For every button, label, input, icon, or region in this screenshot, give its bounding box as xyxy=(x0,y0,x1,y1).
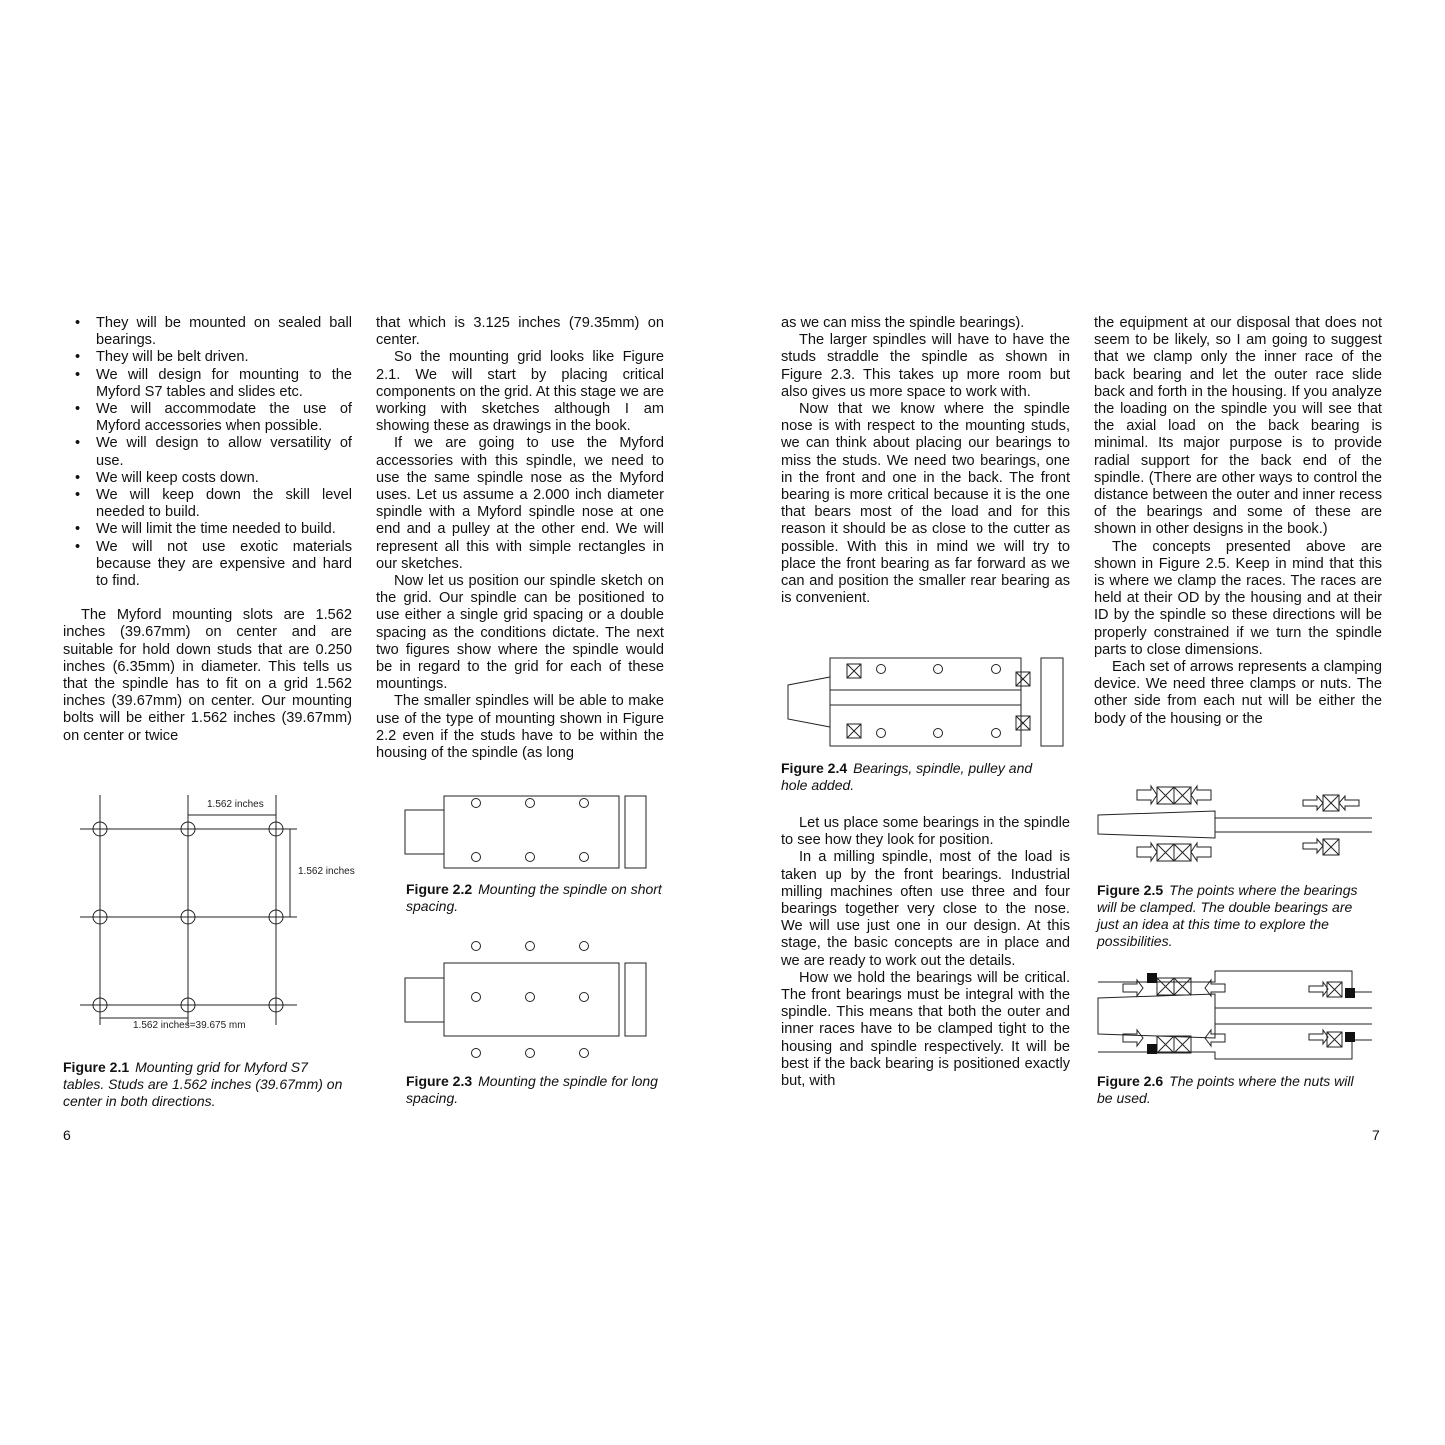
paragraph: If we are going to use the Myford accessories with this spindle, we need to use the same spindle nose as the Myford uses. Let us assume a 2.000 inch diameter spindle with a Myford spindle nose at one end and a pulley at the other end. We will represent all this with simple rectangles in our sketches. xyxy=(376,435,664,572)
paragraph: So the mounting grid looks like Figure 2.1. We will start by placing critical components on the grid. At this stage we are working with sketches although I am showing these as drawings in the book. xyxy=(376,349,664,435)
list-item: • They will be belt driven. xyxy=(63,349,352,366)
figure-number: Figure 2.6 xyxy=(1097,1073,1164,1089)
figure-number: Figure 2.5 xyxy=(1097,882,1164,898)
paragraph: Now let us position our spindle sketch on the grid. Our spindle can be positioned to use either a single grid spacing or a double spacing as the conditions dictate. The next two figures show where the spindle would be in regard to the grid for each of these mountings. xyxy=(376,573,664,693)
dimension-label-top: 1.562 inches xyxy=(207,799,264,810)
list-item: • We will limit the time needed to build. xyxy=(63,521,352,538)
caption-text: Bearings, spindle, pulley and hole added. xyxy=(781,760,1033,793)
figure-2-1-mounting-grid xyxy=(75,790,375,1030)
caption-text: Mounting the spindle on short spacing. xyxy=(406,881,662,914)
paragraph: In a milling spindle, most of the load is taken up by the front bearings. Industrial milling machines often use three and four bearings together very close to the nose. We will use just one in our design. At this stage, the basic concepts are in place and we are ready to work out the details. xyxy=(781,849,1070,969)
paragraph: Let us place some bearings in the spindle to see how they look for position. xyxy=(781,815,1070,849)
figure-2-5-caption xyxy=(1097,882,1367,950)
list-item: • They will be mounted on sealed ball bearings. xyxy=(63,315,352,349)
left-column-2 xyxy=(376,315,664,762)
figure-2-5-clamp-points xyxy=(1097,778,1377,868)
figure-number: Figure 2.4 xyxy=(781,760,848,776)
figure-2-3-caption xyxy=(406,1073,666,1107)
right-column-2 xyxy=(1094,315,1382,728)
list-item: • We will not use exotic materials because they are expensive and hard to find. xyxy=(63,539,352,591)
paragraph: Each set of arrows represents a clamping device. We need three clamps or nuts. The other side from each nut will be either the body of the housing or the xyxy=(1094,659,1382,727)
list-item: • We will design to allow versatility of use. xyxy=(63,435,352,469)
figure-2-6-caption xyxy=(1097,1073,1367,1107)
figure-2-3-long-spacing xyxy=(404,936,664,1061)
page-number-left: 6 xyxy=(63,1127,71,1143)
right-column-1 xyxy=(781,315,1070,607)
list-item: • We will design for mounting to the Myford S7 tables and slides etc. xyxy=(63,367,352,401)
figure-number: Figure 2.2 xyxy=(406,881,473,897)
caption-text: The points where the bearings will be clamped. The double bearings are just an idea at this time to explore the possibilities. xyxy=(1097,882,1358,949)
paragraph: that which is 3.125 inches (79.35mm) on center. xyxy=(376,315,664,349)
page-number-right: 7 xyxy=(1372,1127,1380,1143)
dimension-label-right: 1.562 inches xyxy=(298,866,355,877)
figure-2-4-bearings-spindle-pulley xyxy=(785,655,1065,750)
paragraph: How we hold the bearings will be critical. The front bearings must be integral with the spindle. This means that both the outer and inner races have to be clamped tight to the housing and spindle respectively. It will be best if the back bearing is positioned exactly but, with xyxy=(781,969,1070,1090)
list-item: • We will keep down the skill level needed to build. xyxy=(63,487,352,521)
list-item: • We will keep costs down. xyxy=(63,470,352,487)
list-item: • We will accommodate the use of Myford accessories when possible. xyxy=(63,401,352,435)
paragraph: Now that we know where the spindle nose is with respect to the mounting studs, we can think about placing our bearings to miss the studs. We need two bearings, one in the front and one in the back. The front bearing is more critical because it is the one that bears most of the load and for this reason it should be as close to the cutter as possible. With this in mind we will try to place the front bearing as far forward as we can and position the smaller rear bearing as is convenient. xyxy=(781,401,1070,607)
paragraph: The Myford mounting slots are 1.562 inches (39.67mm) on center and are suitable for hold down studs that are 0.250 inches (6.35mm) in diameter. This tells us that the spindle has to fit on a grid 1.562 inches (39.67mm) on center. Our mounting bolts will be either 1.562 inches (39.67mm) on center or twice xyxy=(63,607,352,744)
paragraph: The concepts presented above are shown in Figure 2.5. Keep in mind that this is where we clamp the races. The races are held at their OD by the housing and at their ID by the spindle so these directions will be properly constrained if we turn the spindle parts to close dimensions. xyxy=(1094,538,1382,658)
figure-2-1-caption xyxy=(63,1059,353,1110)
figure-2-4-caption xyxy=(781,760,1061,794)
paragraph: as we can miss the spindle bearings). xyxy=(781,315,1025,331)
figure-2-2-caption xyxy=(406,881,666,915)
figure-2-6-nut-points xyxy=(1097,968,1377,1063)
left-column-1 xyxy=(63,315,352,745)
dimension-label-bottom: 1.562 inches=39.675 mm xyxy=(133,1020,246,1031)
paragraph: The larger spindles will have to have the studs straddle the spindle as shown in Figure 2.3. This takes up more room but also gives us more space to work with. xyxy=(781,332,1070,400)
caption-text: Mounting the spindle for long spacing. xyxy=(406,1073,658,1106)
right-column-1-continued xyxy=(781,815,1070,1090)
figure-number: Figure 2.3 xyxy=(406,1073,473,1089)
caption-text: The points where the nuts will be used. xyxy=(1097,1073,1354,1106)
figure-number: Figure 2.1 xyxy=(63,1059,130,1075)
paragraph: The smaller spindles will be able to make use of the type of mounting shown in Figure 2.2 even if the studs have to be within the housing of the spindle (as long xyxy=(376,693,664,762)
paragraph: the equipment at our disposal that does not seem to be likely, so I am going to suggest that we clamp only the inner race of the back bearing and let the outer race slide back and forth in the housing. If you analyze the loading on the spindle you will see that the axial load on the back bearing is minimal. Its major purpose is to provide radial support for the back end of the spindle. (There are other ways to control the distance between the outer and inner recess of the bearings and some of these are shown in other designs in the book.) xyxy=(1094,315,1382,538)
caption-text: Mounting grid for Myford S7 tables. Studs are 1.562 inches (39.67mm) on center in both directions. xyxy=(63,1059,343,1109)
figure-2-2-short-spacing xyxy=(404,793,664,873)
design-goals-list xyxy=(63,315,352,590)
